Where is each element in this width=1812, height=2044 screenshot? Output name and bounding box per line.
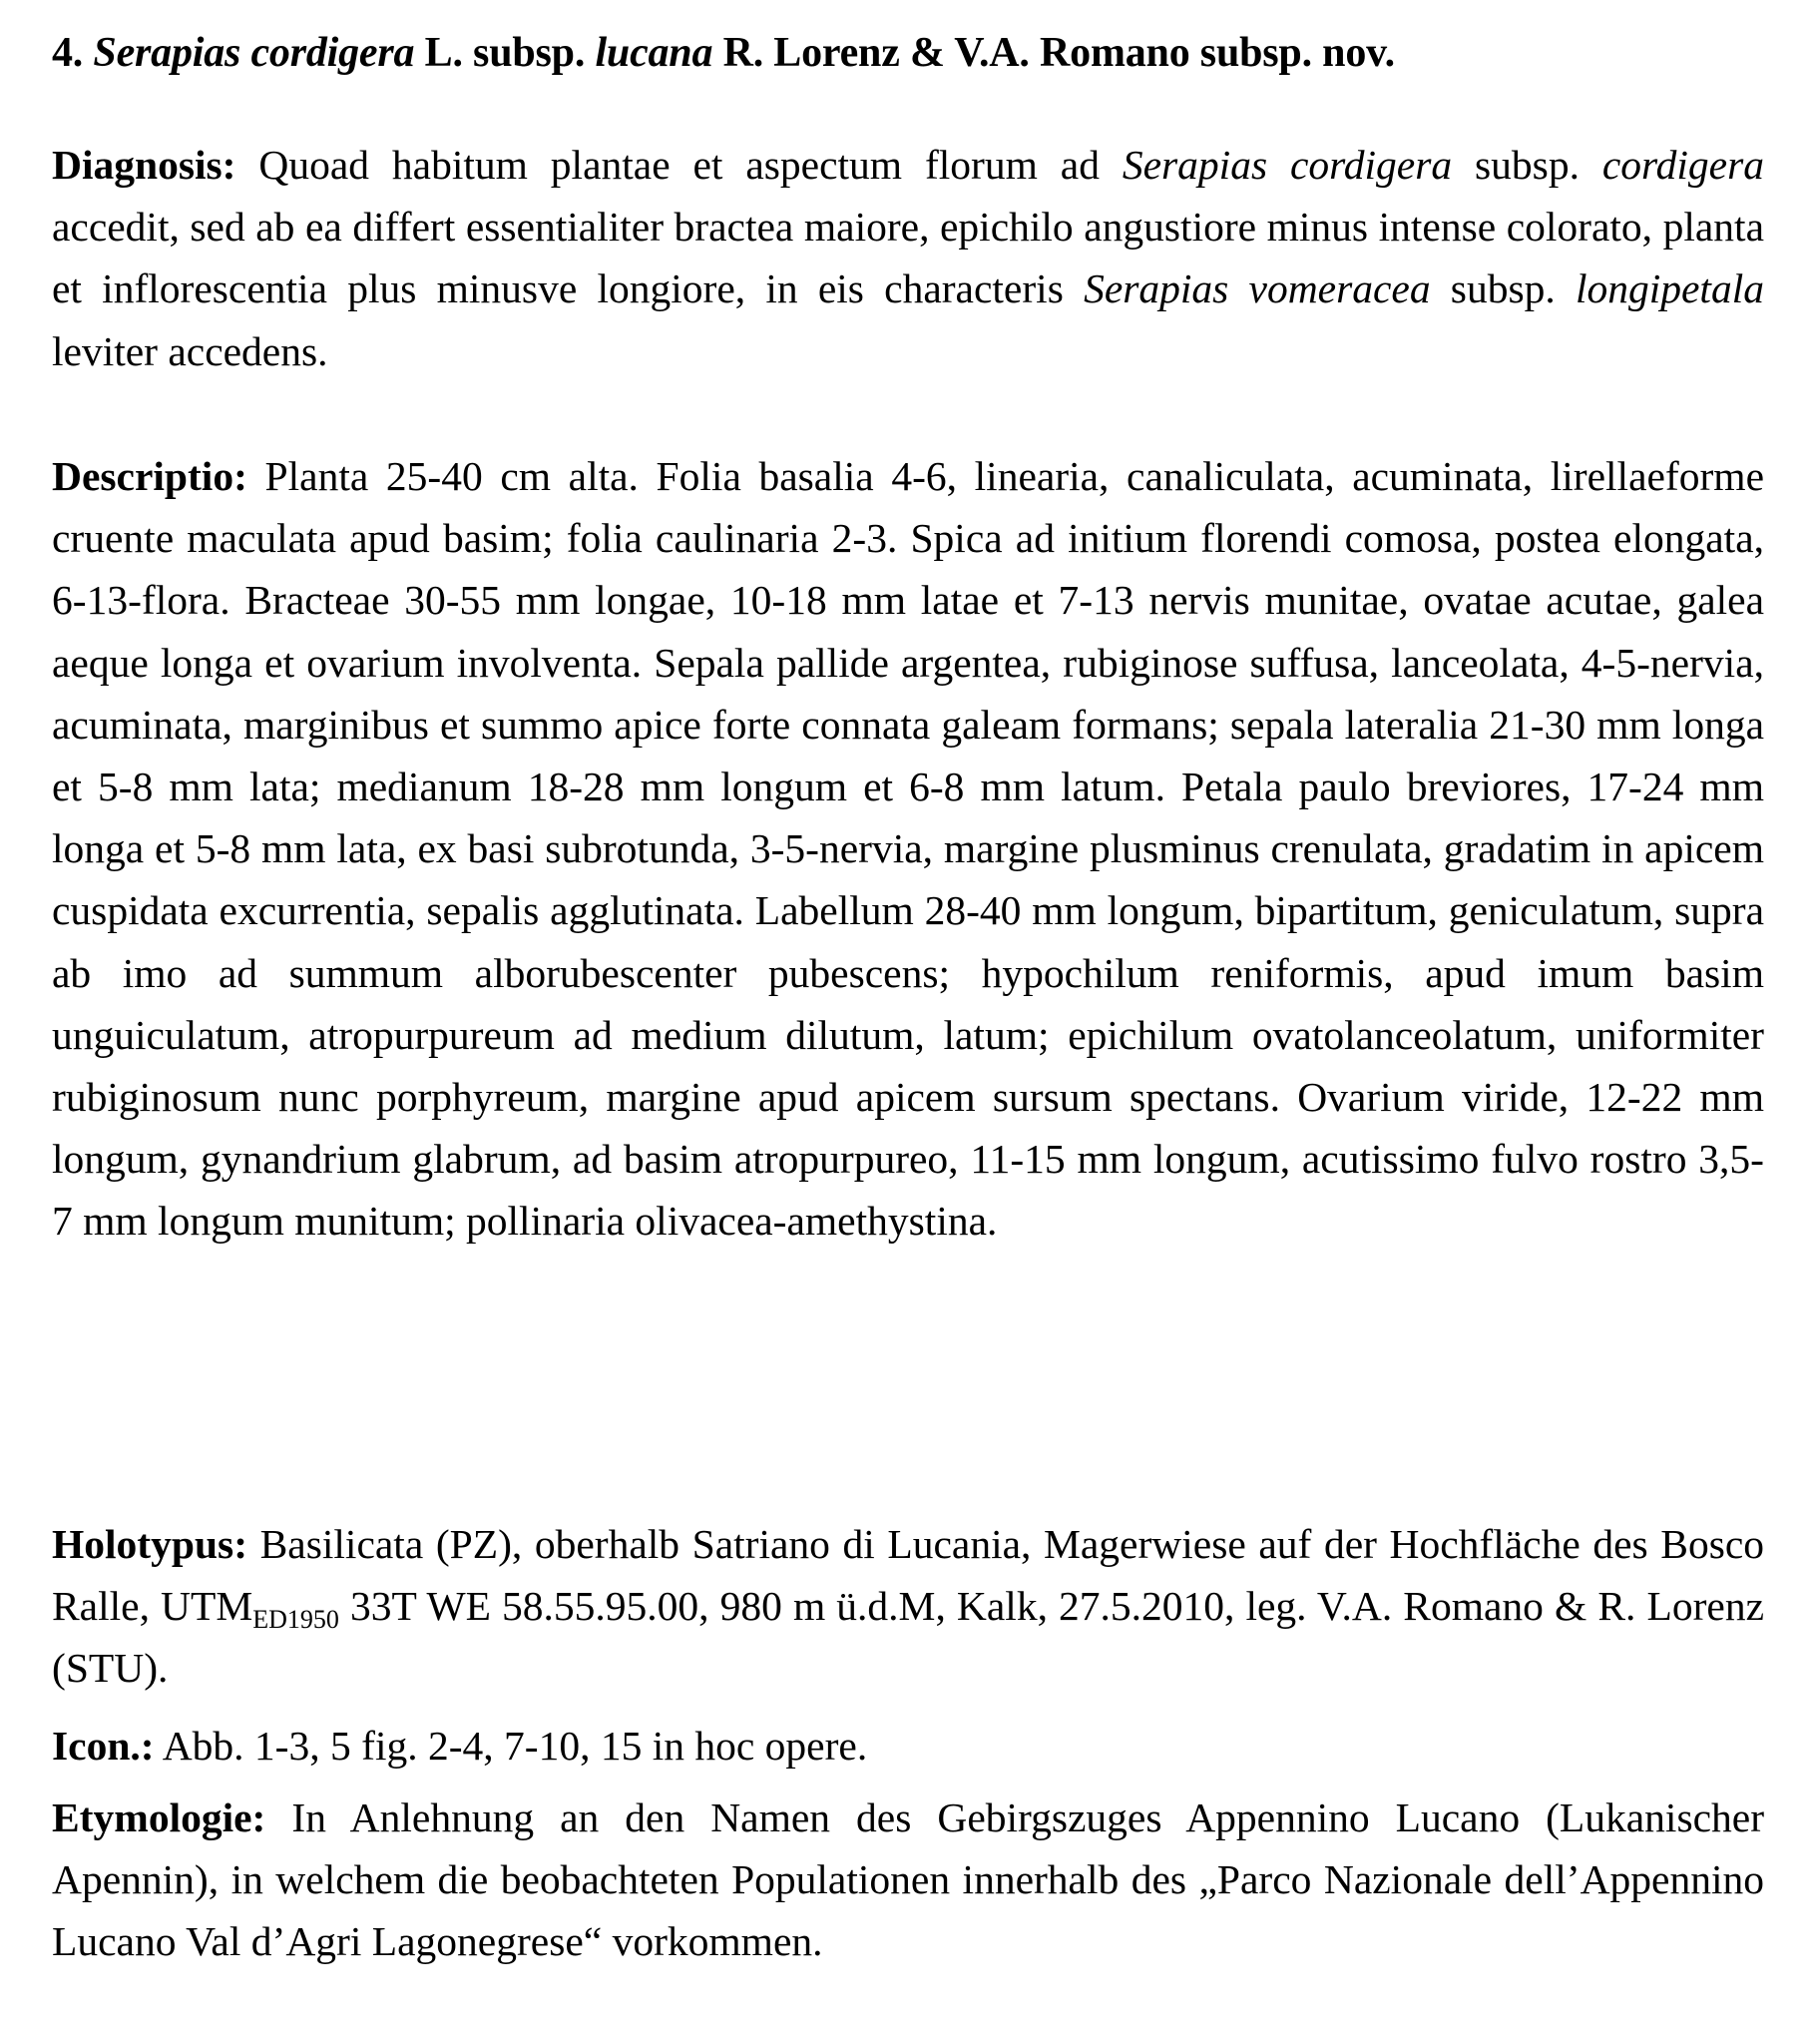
icon-label: Icon.: xyxy=(52,1723,155,1769)
heading-species-name: Serapias cordigera xyxy=(93,30,415,76)
taxon-heading xyxy=(52,22,1395,84)
heading-author-1: L. subsp. xyxy=(424,30,586,76)
diagnosis-label: Diagnosis: xyxy=(52,142,236,188)
icon-text: Abb. 1-3, 5 fig. 2-4, 7-10, 15 in hoc opere. xyxy=(162,1723,868,1769)
etymologie-label: Etymologie: xyxy=(52,1794,266,1840)
icon-paragraph xyxy=(52,1715,1764,1777)
diagnosis-taxon-3: Serapias vomeracea xyxy=(1084,265,1431,312)
heading-author-2: R. Lorenz & V.A. Romano subsp. nov. xyxy=(722,30,1395,76)
holotypus-text-1: Basilicata (PZ), oberhalb Satriano di Lucania, Magerwiese auf der Hochfläche des Bosco Ralle, UTM xyxy=(52,1521,1765,1630)
diagnosis-text-3: accedit, sed ab ea differt essentialiter bractea maiore, epichilo angustiore minus intense colorato, planta et inflorescentia plus minusve longiore, in eis characteris xyxy=(52,204,1764,312)
etymologie-paragraph xyxy=(52,1787,1764,1973)
descriptio-paragraph xyxy=(52,445,1764,1253)
heading-subspecies-name: lucana xyxy=(595,30,713,76)
descriptio-label: Descriptio: xyxy=(52,453,247,499)
diagnosis-text-5: leviter accedens. xyxy=(52,327,328,374)
holotypus-label: Holotypus: xyxy=(52,1521,248,1567)
etymologie-text: In Anlehnung an den Namen des Gebirgszuges Appennino Lucano (Lukanischer Apennin), in welchem die beobachteten Populationen innerhalb des „Parco Nazionale dell’Appennino Lucano Val d’Agri Lagonegrese“ vorkommen. xyxy=(52,1794,1765,1965)
diagnosis-taxon-1: Serapias cordigera xyxy=(1122,142,1453,188)
heading-number: 4. xyxy=(52,30,84,76)
diagnosis-text-4: subsp. xyxy=(1450,265,1556,312)
holotypus-paragraph xyxy=(52,1513,1764,1700)
diagnosis-text-1: Quoad habitum plantae et aspectum florum ad xyxy=(258,142,1100,188)
holotypus-datum-subscript: ED1950 xyxy=(252,1605,339,1635)
holotypus-text-2: 33T WE 58.55.95.00, 980 m ü.d.M, Kalk, 27.5.2010, leg. V.A. Romano & R. Lorenz (STU). xyxy=(52,1583,1765,1692)
diagnosis-taxon-2: cordigera xyxy=(1601,142,1764,188)
diagnosis-text-2: subsp. xyxy=(1475,142,1580,188)
diagnosis-paragraph xyxy=(52,134,1764,382)
descriptio-text: Planta 25-40 cm alta. Folia basalia 4-6, linearia, canaliculata, acuminata, lirellaeforme cruente maculata apud basim; folia caulinaria 2-3. Spica ad initium florendi comosa, postea elongata, 6-13-flora. Bracteae 30-55 mm longae, 10-18 mm latae et 7-13 nervis munitae, ovatae acutae, galea aeque longa et ovarium involventa. Sepala pallide argentea, rubiginose suffusa, lanceolata, 4-5-nervia, acuminata, marginibus et summo apice forte connata galeam formans; sepala lateralia 21-30 mm longa et 5-8 mm lata; medianum 18-28 mm longum et 6-8 mm latum. Petala paulo breviores, 17-24 mm longa et 5-8 mm lata, ex basi subrotunda, 3-5-nervia, margine plusminus crenulata, gradatim in apicem cuspidata excurrentia, sepalis agglutinata. Labellum 28-40 mm longum, bipartitum, geniculatum, supra ab imo ad summum alborubescenter pubescens; hypochilum reniformis, apud imum basim unguiculatum, atropurpureum ad medium dilutum, latum; epichilum ovatolanceolatum, uniformiter rubiginosum nunc porphyreum, margine apud apicem sursum spectans. Ovarium viride, 12-22 mm longum, gynandrium glabrum, ad basim atropurpureo, 11-15 mm longum, acutissimo fulvo rostro 3,5-7 mm longum munitum; pollinaria olivacea-amethystina. xyxy=(52,453,1764,1245)
diagnosis-taxon-4: longipetala xyxy=(1575,265,1764,312)
